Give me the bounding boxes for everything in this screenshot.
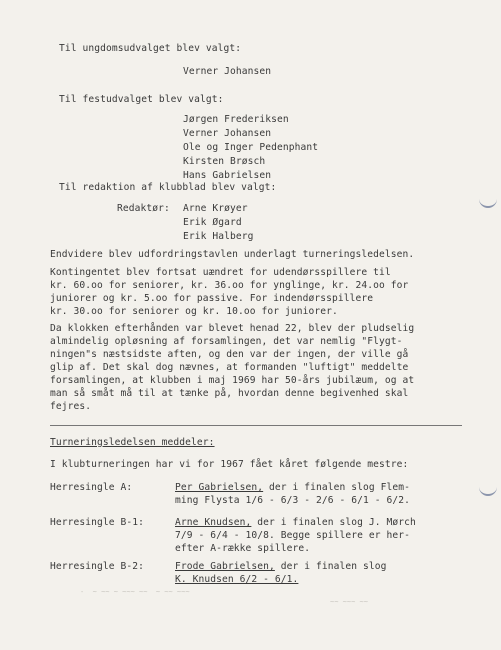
editor-3: Erik Halberg (183, 231, 254, 242)
result-line: 7/9 - 6/4 - 10/8. Begge spillere er her- (175, 530, 411, 541)
closing-line-2: almindelig opløsning af forsamlingen, det var nemlig "Flygt- (50, 336, 403, 347)
result-line: K. Knudsen 6/2 - 6/1. (175, 574, 299, 585)
closing-line-4: glip af. Det skal dog nævnes, at formanden "luftigt" meddelte (50, 362, 409, 373)
youth-member: Verner Johansen (183, 66, 272, 77)
closing-line-5: forsamlingen, at klubben i maj 1969 har 50-års jubilæum, og at (50, 375, 415, 386)
punch-hole-mark (479, 196, 497, 208)
editor-label: Redaktør: (117, 203, 170, 214)
result-category: Herresingle B-2: (50, 561, 145, 572)
party-member-3: Ole og Inger Pedenphant (183, 142, 319, 153)
newsletter-heading: Til redaktion af klubblad blev valgt: (59, 182, 277, 193)
result-line: efter A-række spillere. (175, 543, 311, 554)
closing-line-7: fejres. (50, 401, 92, 412)
result-line: Per Gabrielsen, der i finalen slog Flem- (175, 482, 411, 493)
result-category: Herresingle B-1: (50, 517, 145, 528)
fee-line-2: kr. 60.oo for seniorer, kr. 36.oo for ynglinge, kr. 24.oo for (50, 280, 409, 291)
party-member-5: Hans Gabrielsen (183, 170, 272, 181)
closing-line-1: Da klokken efterhånden var blevet henad 22, blev der pludselig (50, 323, 415, 334)
bleed-through-smudge: - ~ ~~ ~ ~~~ ~~ ~ ~~ ~~~ (80, 588, 190, 596)
fee-line-1: Kontingentet blev fortsat uændret for udendørsspillere til (50, 267, 391, 278)
bleed-through-smudge: ~~ ~~~ ~~ (330, 598, 368, 606)
party-heading: Til festudvalget blev valgt: (59, 94, 224, 105)
result-category: Herresingle A: (50, 482, 133, 493)
result-winner: Frode Gabrielsen, (175, 561, 275, 572)
tournament-heading: Turneringsledelsen meddeler: (50, 437, 215, 448)
result-winner: Arne Knudsen, (175, 517, 252, 528)
result-line: Frode Gabrielsen, der i finalen slog (175, 561, 387, 572)
youth-heading: Til ungdomsudvalget blev valgt: (59, 43, 242, 54)
closing-line-3: ningen"s næstsidste aften, og den var der ingen, der ville gå (50, 349, 409, 360)
party-member-2: Verner Johansen (183, 128, 272, 139)
closing-line-6: man så småt må til at tænke på, hvordan denne begivenhed skal (50, 388, 409, 399)
editor-2: Erik Øgard (183, 217, 242, 228)
fee-line-4: kr. 30.oo for seniorer og kr. 10.oo for juniorer. (50, 306, 338, 317)
result-line: Arne Knudsen, der i finalen slog J. Mørch (175, 517, 416, 528)
party-member-4: Kirsten Brøsch (183, 156, 266, 167)
result-winner: Per Gabrielsen, (175, 482, 264, 493)
challenge-paragraph: Endvidere blev udfordringstavlen underlagt turneringsledelsen. (50, 249, 415, 260)
editor-1: Arne Krøyer (183, 203, 248, 214)
punch-hole-mark (479, 484, 497, 496)
section-divider (50, 425, 462, 426)
result-line: ming Flysta 1/6 - 6/3 - 2/6 - 6/1 - 6/2. (175, 495, 411, 506)
tournament-intro: I klubturneringen har vi for 1967 fået kåret følgende mestre: (50, 459, 409, 470)
fee-line-3: juniorer og kr. 5.oo for passive. For indendørsspillere (50, 293, 374, 304)
party-member-1: Jørgen Frederiksen (183, 114, 289, 125)
